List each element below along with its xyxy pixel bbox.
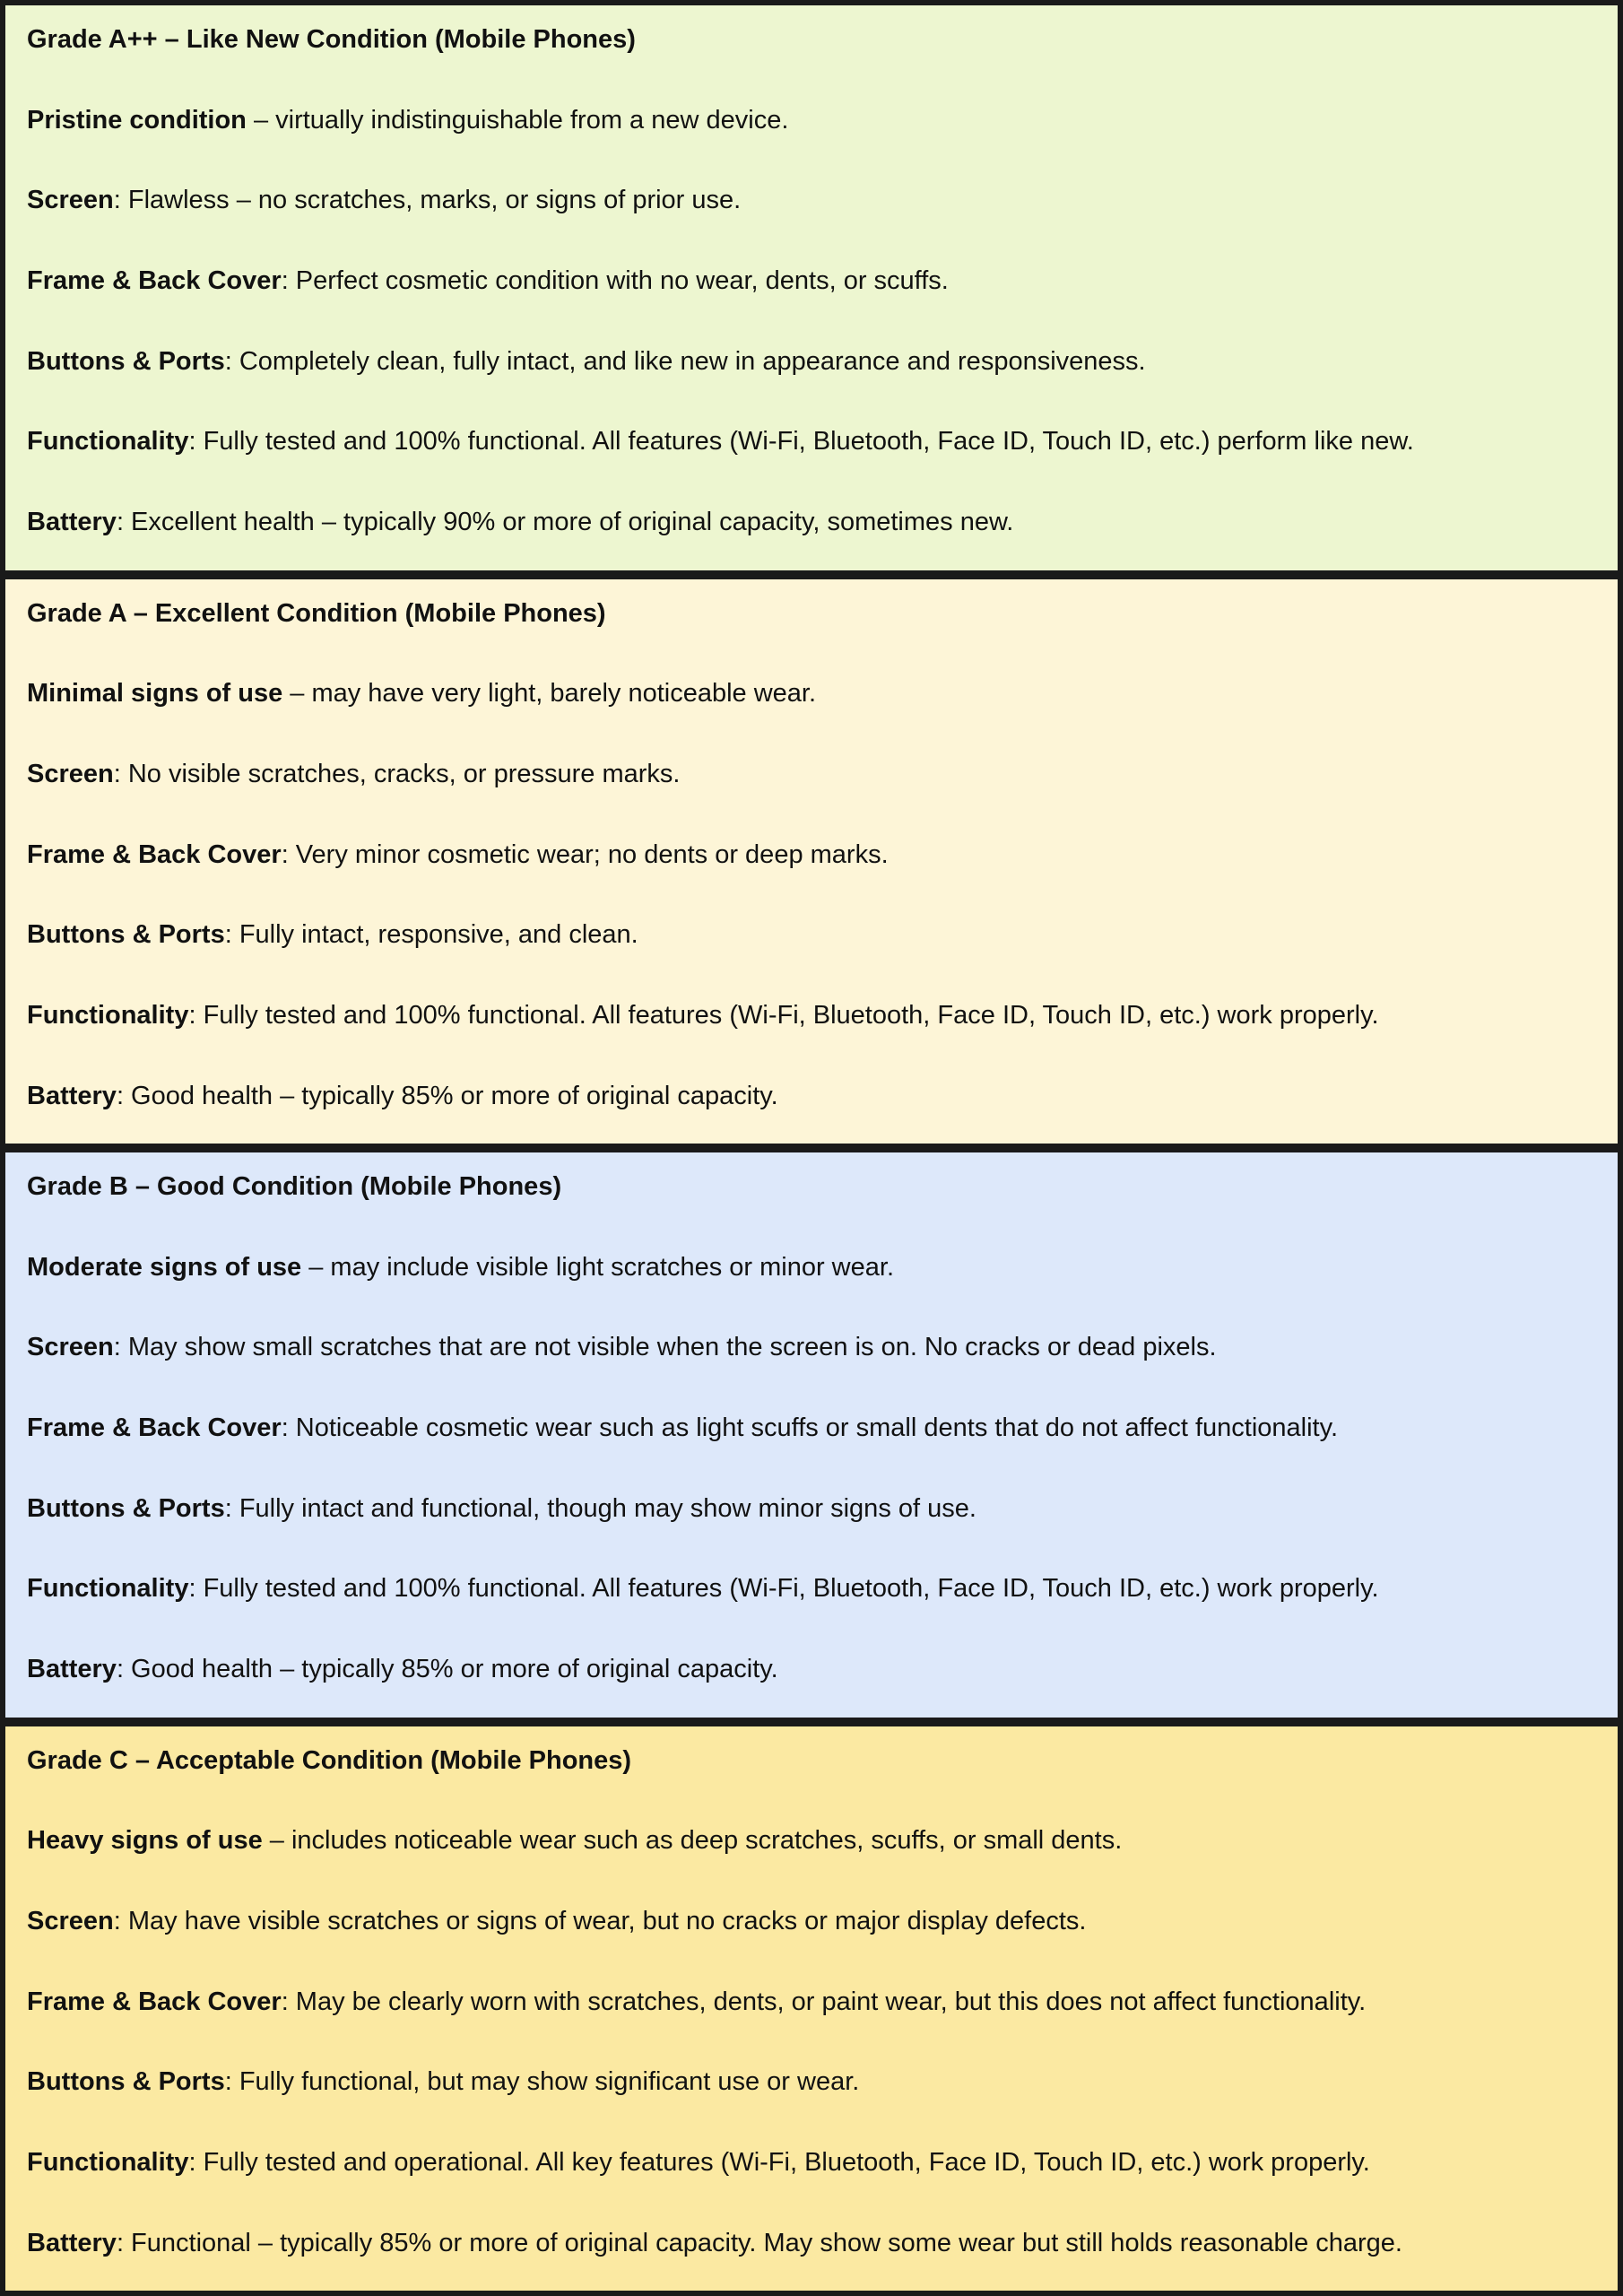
row-text: : May have visible scratches or signs of wear, but no cracks or major display defects. <box>113 1906 1087 1935</box>
row-label: Battery <box>27 508 117 537</box>
grade-row-moderate-signs <box>27 1251 1594 1285</box>
row-label: Pristine condition <box>27 105 247 135</box>
grade-row-pristine-condition <box>27 104 1594 138</box>
grade-c-title: Grade C – Acceptable Condition (Mobile Phones) <box>27 1745 632 1775</box>
row-label: Battery <box>27 1655 117 1684</box>
row-text: : Fully tested and 100% functional. All features (Wi-Fi, Bluetooth, Face ID, Touch ID, etc.) work properly. <box>188 1574 1379 1604</box>
grade-row-buttons-ports <box>27 345 1594 379</box>
grade-row-screen <box>27 1331 1594 1365</box>
row-label: Minimal signs of use <box>27 679 283 709</box>
row-text: : Fully intact, responsive, and clean. <box>224 920 638 950</box>
grade-row-functionality <box>27 1572 1594 1606</box>
grade-row-buttons-ports <box>27 1492 1594 1526</box>
grade-b-card <box>5 1152 1618 1718</box>
row-label: Functionality <box>27 1574 189 1604</box>
grade-a-card <box>5 579 1618 1144</box>
row-text: : Fully tested and 100% functional. All features (Wi-Fi, Bluetooth, Face ID, Touch ID, etc.) work properly. <box>188 1000 1379 1030</box>
row-text: : Flawless – no scratches, marks, or signs of prior use. <box>113 186 742 215</box>
row-text: : Fully intact and functional, though may show minor signs of use. <box>224 1493 976 1523</box>
row-label: Functionality <box>27 1000 189 1030</box>
row-label: Functionality <box>27 427 189 457</box>
row-label: Frame & Back Cover <box>27 1413 282 1443</box>
row-text: : Perfect cosmetic condition with no wear, dents, or scuffs. <box>281 266 949 296</box>
grade-row-battery <box>27 506 1594 540</box>
row-label: Frame & Back Cover <box>27 1987 282 2016</box>
row-text: : Fully functional, but may show significant use or wear. <box>224 2067 860 2097</box>
grade-row-buttons-ports <box>27 2066 1594 2100</box>
row-label: Frame & Back Cover <box>27 839 282 869</box>
row-text: – may have very light, barely noticeable wear. <box>282 679 817 709</box>
grade-row-functionality <box>27 999 1594 1033</box>
grade-row-frame-back-cover <box>27 1412 1594 1446</box>
grade-a-title: Grade A – Excellent Condition (Mobile Phones) <box>27 598 606 628</box>
grade-row-battery <box>27 1653 1594 1687</box>
row-label: Functionality <box>27 2147 189 2177</box>
row-label: Buttons & Ports <box>27 920 225 950</box>
row-text: : No visible scratches, cracks, or pressure marks. <box>113 759 681 788</box>
grade-c-card <box>5 1726 1618 2292</box>
row-label: Buttons & Ports <box>27 2067 225 2097</box>
grade-row-frame-back-cover <box>27 1986 1594 2020</box>
grade-row-frame-back-cover <box>27 839 1594 873</box>
row-label: Battery <box>27 2228 117 2257</box>
row-text: : Good health – typically 85% or more of original capacity. <box>116 1081 778 1110</box>
row-label: Battery <box>27 1081 117 1110</box>
grade-a-plus-plus-title: Grade A++ – Like New Condition (Mobile Phones) <box>27 25 636 54</box>
grade-row-battery <box>27 1080 1594 1114</box>
row-label: Buttons & Ports <box>27 1493 225 1523</box>
grade-row-battery <box>27 2227 1594 2261</box>
grade-row-minimal-signs <box>27 677 1594 711</box>
row-label: Screen <box>27 1906 114 1935</box>
row-text: : Fully tested and operational. All key features (Wi-Fi, Bluetooth, Face ID, Touch ID, etc.) work properly. <box>188 2147 1370 2177</box>
grade-row-screen <box>27 1905 1594 1939</box>
row-label: Screen <box>27 186 114 215</box>
row-text: : Functional – typically 85% or more of original capacity. May show some wear but still holds reasonable charge. <box>116 2228 1402 2257</box>
grade-row-buttons-ports <box>27 918 1594 952</box>
row-label: Screen <box>27 1333 114 1362</box>
grade-row-screen <box>27 184 1594 218</box>
grade-row-heavy-signs <box>27 1824 1594 1858</box>
grade-a-plus-plus-card <box>5 5 1618 570</box>
row-text: : Good health – typically 85% or more of original capacity. <box>116 1655 778 1684</box>
row-text: : Very minor cosmetic wear; no dents or deep marks. <box>281 839 889 869</box>
row-label: Buttons & Ports <box>27 346 225 376</box>
grade-row-functionality <box>27 425 1594 459</box>
row-text: : Excellent health – typically 90% or more of original capacity, sometimes new. <box>116 508 1014 537</box>
grade-b-title: Grade B – Good Condition (Mobile Phones) <box>27 1172 562 1201</box>
row-text: : May be clearly worn with scratches, dents, or paint wear, but this does not affect functionality. <box>281 1987 1367 2016</box>
grade-row-frame-back-cover <box>27 265 1594 299</box>
grade-row-functionality <box>27 2146 1594 2180</box>
row-text: – virtually indistinguishable from a new device. <box>246 105 789 135</box>
row-label: Moderate signs of use <box>27 1252 302 1282</box>
row-text: : Completely clean, fully intact, and like new in appearance and responsiveness. <box>224 346 1146 376</box>
row-text: – may include visible light scratches or minor wear. <box>301 1252 894 1282</box>
row-label: Heavy signs of use <box>27 1826 263 1856</box>
row-text: : Noticeable cosmetic wear such as light scuffs or small dents that do not affect functionality. <box>281 1413 1338 1443</box>
grade-row-screen <box>27 758 1594 792</box>
row-text: – includes noticeable wear such as deep scratches, scuffs, or small dents. <box>262 1826 1123 1856</box>
row-text: : Fully tested and 100% functional. All features (Wi-Fi, Bluetooth, Face ID, Touch ID, etc.) perform like new. <box>188 427 1414 457</box>
row-label: Frame & Back Cover <box>27 266 282 296</box>
row-label: Screen <box>27 759 114 788</box>
row-text: : May show small scratches that are not visible when the screen is on. No cracks or dead pixels. <box>113 1333 1217 1362</box>
